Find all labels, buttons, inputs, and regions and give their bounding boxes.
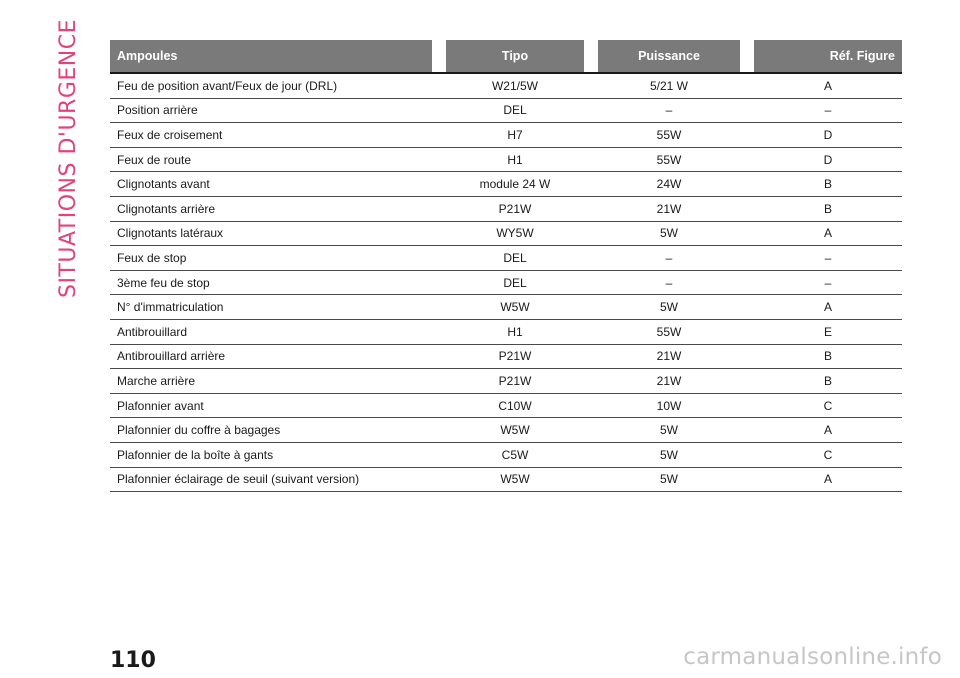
table-row [110,295,902,320]
cell-tipo: P21W [446,197,584,222]
table-row [110,74,902,99]
cell-ampoule: Clignotants avant [110,172,432,197]
cell-puissance: 5W [598,468,740,493]
header-ampoules: Ampoules [110,40,432,74]
cell-tipo: C10W [446,394,584,419]
cell-puissance: 10W [598,394,740,419]
cell-tipo: W21/5W [446,74,584,99]
cell-tipo: H1 [446,148,584,173]
cell-ampoule: Feux de stop [110,246,432,271]
cell-tipo: DEL [446,271,584,296]
cell-ref-figure: B [754,369,902,394]
table-row [110,222,902,247]
cell-puissance: 55W [598,148,740,173]
header-puissance: Puissance [598,40,740,74]
cell-tipo: C5W [446,443,584,468]
cell-ref-figure: A [754,418,902,443]
table-row [110,172,902,197]
page-number: 110 [110,648,156,673]
cell-puissance: 24W [598,172,740,197]
cell-ref-figure: A [754,295,902,320]
table-row [110,148,902,173]
table-row [110,123,902,148]
cell-ref-figure: B [754,345,902,370]
cell-ref-figure: A [754,222,902,247]
header-tipo: Tipo [446,40,584,74]
cell-tipo: P21W [446,345,584,370]
table-row [110,271,902,296]
header-ref-figure: Réf. Figure [754,40,902,74]
cell-puissance: 21W [598,369,740,394]
cell-puissance: 5W [598,418,740,443]
cell-ampoule: Plafonnier éclairage de seuil (suivant version) [110,468,432,493]
cell-puissance: 21W [598,345,740,370]
table-row [110,99,902,124]
table-row [110,443,902,468]
cell-ampoule: Feux de croisement [110,123,432,148]
section-title-text: SITUATIONS D'URGENCE [56,18,82,298]
cell-puissance: – [598,99,740,124]
cell-puissance: – [598,246,740,271]
bulbs-table [110,40,902,492]
section-title [52,18,86,298]
cell-ampoule: Plafonnier du coffre à bagages [110,418,432,443]
cell-ampoule: Feux de route [110,148,432,173]
cell-ampoule: Antibrouillard [110,320,432,345]
cell-ampoule: Marche arrière [110,369,432,394]
cell-ref-figure: C [754,394,902,419]
cell-tipo: W5W [446,295,584,320]
cell-tipo: DEL [446,246,584,271]
table-row [110,468,902,493]
cell-tipo: DEL [446,99,584,124]
cell-ampoule: 3ème feu de stop [110,271,432,296]
cell-tipo: WY5W [446,222,584,247]
table-row [110,345,902,370]
table-header-row [110,40,902,74]
cell-ref-figure: C [754,443,902,468]
cell-ampoule: Plafonnier de la boîte à gants [110,443,432,468]
table-row [110,320,902,345]
cell-ref-figure: B [754,197,902,222]
cell-tipo: module 24 W [446,172,584,197]
cell-puissance: 5W [598,295,740,320]
cell-ampoule: N° d'immatriculation [110,295,432,320]
cell-ampoule: Antibrouillard arrière [110,345,432,370]
cell-ampoule: Clignotants arrière [110,197,432,222]
cell-tipo: H1 [446,320,584,345]
cell-ref-figure: – [754,99,902,124]
cell-tipo: H7 [446,123,584,148]
cell-ref-figure: E [754,320,902,345]
cell-tipo: W5W [446,418,584,443]
cell-ampoule: Plafonnier avant [110,394,432,419]
cell-ref-figure: A [754,74,902,99]
cell-ref-figure: B [754,172,902,197]
cell-puissance: 55W [598,123,740,148]
cell-ampoule: Clignotants latéraux [110,222,432,247]
watermark: carmanualsonline.info [683,644,942,670]
cell-puissance: 55W [598,320,740,345]
cell-tipo: W5W [446,468,584,493]
cell-ref-figure: – [754,271,902,296]
cell-puissance: 21W [598,197,740,222]
cell-ref-figure: – [754,246,902,271]
cell-ref-figure: D [754,123,902,148]
bulbs-table-container [110,40,902,492]
cell-tipo: P21W [446,369,584,394]
cell-ref-figure: A [754,468,902,493]
cell-puissance: – [598,271,740,296]
table-row [110,394,902,419]
table-row [110,197,902,222]
cell-ref-figure: D [754,148,902,173]
cell-ampoule: Position arrière [110,99,432,124]
cell-puissance: 5/21 W [598,74,740,99]
cell-puissance: 5W [598,222,740,247]
cell-ampoule: Feu de position avant/Feux de jour (DRL) [110,74,432,99]
table-row [110,369,902,394]
table-row [110,418,902,443]
cell-puissance: 5W [598,443,740,468]
table-row [110,246,902,271]
